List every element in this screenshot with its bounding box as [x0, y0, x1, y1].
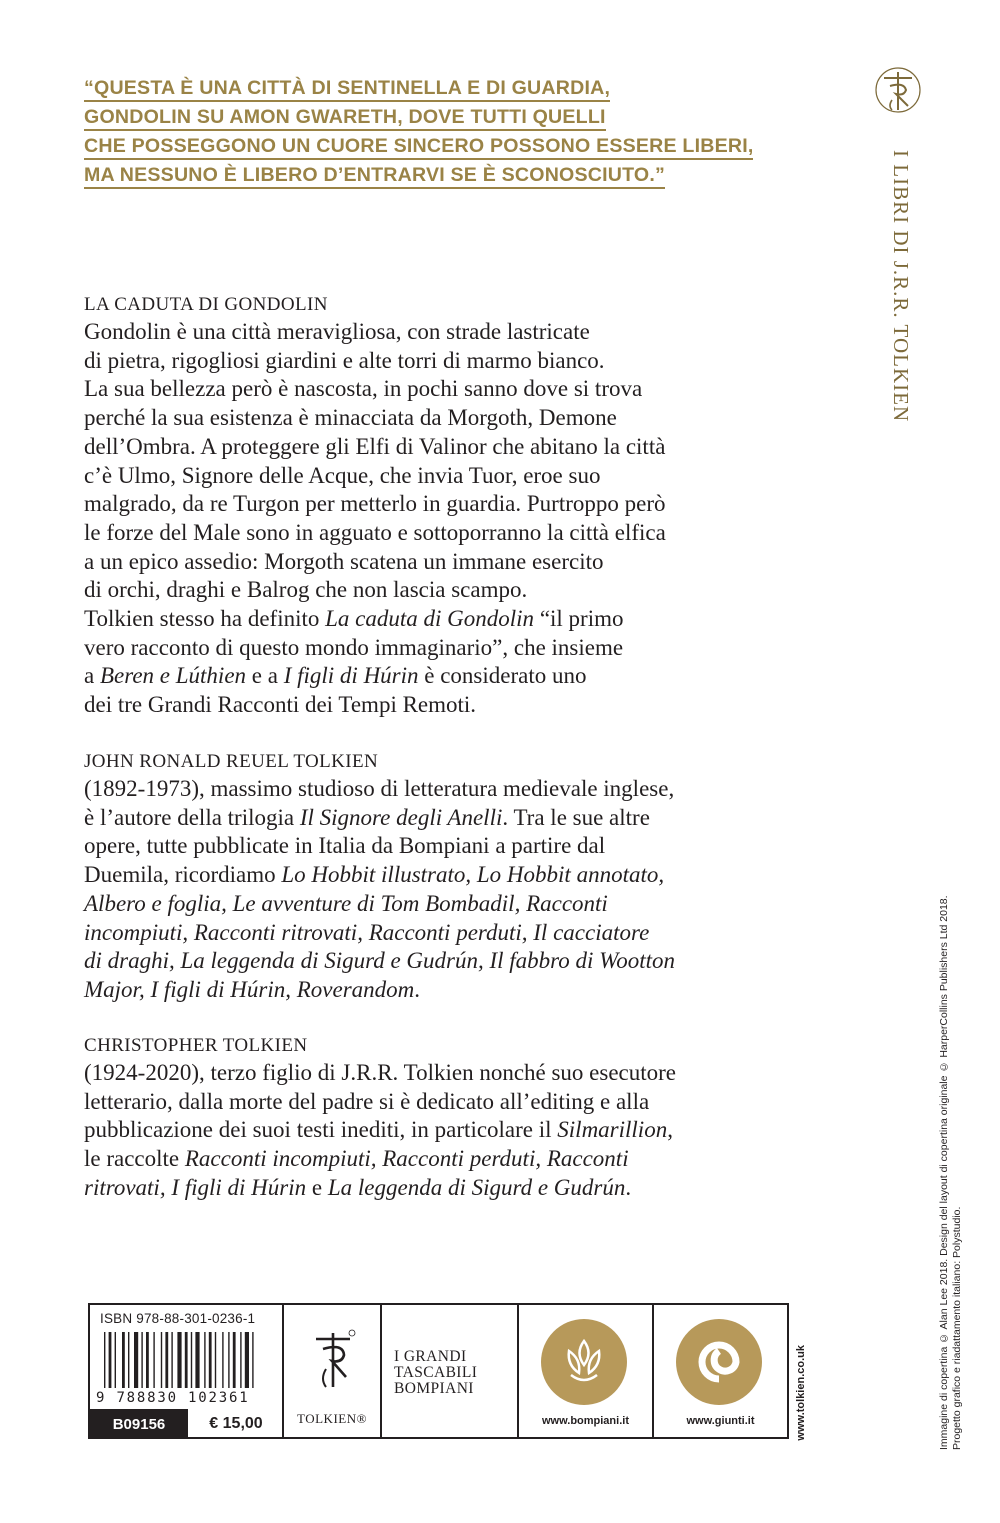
barcode-bar: [122, 1332, 125, 1388]
quote-line: “QUESTA È UNA CITTÀ DI SENTINELLA E DI GUARDIA,: [84, 74, 824, 103]
text-line: (1892-1973), massimo studioso di letteratura medievale inglese,: [84, 776, 675, 801]
credits-line: Immagine di copertina © Alan Lee 2018. Design del layout di copertina originale © HarperCollins Publishers Ltd 2018.: [938, 895, 950, 1450]
jrr-tolkien-monogram-icon: [306, 1325, 360, 1399]
text-line: c’è Ulmo, Signore delle Acque, che invia Tuor, eroe suo: [84, 462, 601, 488]
barcode-graphic: [102, 1332, 274, 1388]
barcode-bar: [228, 1332, 229, 1388]
text-line: le forze del Male sono in agguato e sottoporranno la città elfica: [84, 519, 666, 545]
text-line: dei tre Grandi Racconti dei Tempi Remoti.: [84, 692, 477, 718]
series-logo-line: TASCABILI: [394, 1364, 478, 1381]
editor-bio: [84, 1033, 854, 1203]
editor-heading: CHRISTOPHER TOLKIEN: [84, 1035, 308, 1056]
ean-digits: 9 788830 102361: [96, 1390, 250, 1406]
barcode-bar: [233, 1332, 236, 1388]
tolkien-logo-cell: [284, 1303, 382, 1439]
giunti-spiral-icon: [676, 1319, 762, 1405]
series-logo: [394, 1349, 506, 1397]
barcode-bar: [153, 1332, 154, 1388]
text-line: Tolkien stesso ha definito La caduta di Gondolin “il primo: [84, 606, 624, 632]
cover-quote: [84, 74, 824, 190]
barcode-bar: [209, 1332, 212, 1388]
barcode-bar: [252, 1332, 253, 1388]
cover-credits: [938, 850, 964, 1450]
series-logo-line: I GRANDI: [394, 1348, 467, 1365]
barcode-bar: [240, 1332, 241, 1388]
author-heading: JOHN RONALD REUEL TOLKIEN: [84, 751, 379, 772]
series-logo-cell: [382, 1303, 519, 1439]
quote-line: MA NESSUNO È LIBERO D’ENTRARVI SE È SCONOSCIUTO.”: [84, 161, 824, 190]
text-line: Major, I figli di Húrin, Roverandom.: [84, 976, 421, 1002]
text-line: di orchi, draghi e Balrog che non lascia scampo.: [84, 577, 528, 603]
text-line: a un epico assedio: Morgoth scatena un immane esercito: [84, 548, 604, 574]
product-code: B09156: [90, 1409, 188, 1439]
barcode-bar: [134, 1332, 138, 1388]
barcode-bar: [165, 1332, 168, 1388]
publisher-strip: [84, 1303, 784, 1441]
text-line: è l’autore della trilogia Il Signore degli Anelli. Tra le sue altre: [84, 804, 650, 830]
barcode-bar: [109, 1332, 112, 1388]
author-bio: [84, 749, 854, 1005]
text-line: ritrovati, I figli di Húrin e La leggenda di Sigurd e Gudrún.: [84, 1174, 632, 1200]
barcode-bar: [141, 1332, 142, 1388]
text-line: le raccolte Racconti incompiuti, Racconti perduti, Racconti: [84, 1146, 629, 1172]
editor-text: [84, 1059, 854, 1203]
barcode-bar: [204, 1332, 205, 1388]
barcode-bar: [171, 1332, 172, 1388]
text-line: incompiuti, Racconti ritrovati, Racconti perduti, Il cacciatore: [84, 919, 650, 945]
text-line: Albero e foglia, Le avventure di Tom Bombadil, Racconti: [84, 890, 608, 916]
barcode-bar: [195, 1332, 199, 1388]
series-logo-line: BOMPIANI: [394, 1380, 474, 1397]
barcode-bar: [222, 1332, 223, 1388]
text-line: (1924-2020), terzo figlio di J.R.R. Tolkien nonché suo esecutore: [84, 1060, 677, 1085]
text-line: pubblicazione dei suoi testi inediti, in particolare il Silmarillion,: [84, 1117, 673, 1143]
bompiani-logo-cell: [519, 1303, 654, 1439]
author-text: [84, 775, 854, 1005]
barcode-bar: [128, 1332, 129, 1388]
barcode-bar: [215, 1332, 216, 1388]
barcode-bar: [115, 1332, 116, 1388]
barcode-bar: [245, 1332, 249, 1388]
text-line: opere, tutte pubblicate in Italia da Bompiani a partire dal: [84, 833, 606, 859]
tolkien-website: www.tolkien.co.uk: [795, 1345, 807, 1441]
barcode-bar: [104, 1332, 105, 1388]
price-label: € 15,00: [209, 1415, 263, 1432]
book-title-heading: LA CADUTA DI GONDOLIN: [84, 294, 328, 315]
text-line: malgrado, da re Turgon per metterlo in guardia. Purtroppo però: [84, 491, 666, 517]
text-line: dell’Ombra. A proteggere gli Elfi di Valinor che abitano la città: [84, 433, 666, 459]
barcode-bar: [191, 1332, 192, 1388]
text-line: vero racconto di questo mondo immaginario”, che insieme: [84, 634, 624, 660]
series-title: I LIBRI DI J.R.R. TOLKIEN: [889, 150, 913, 423]
text-line: Duemila, ricordiamo Lo Hobbit illustrato, Lo Hobbit annotato,: [84, 862, 665, 888]
barcode-panel: [88, 1303, 284, 1439]
text-line: perché la sua esistenza è minacciata da Morgoth, Demone: [84, 405, 617, 431]
quote-line: GONDOLIN SU AMON GWARETH, DOVE TUTTI QUELLI: [84, 103, 824, 132]
text-line: letterario, dalla morte del padre si è dedicato all’editing e alla: [84, 1088, 650, 1114]
book-synopsis: [84, 318, 854, 720]
text-line: La sua bellezza però è nascosta, in pochi sanno dove si trova: [84, 376, 643, 402]
giunti-url: www.giunti.it: [686, 1415, 755, 1427]
credits-line: Progetto grafico e riadattamento italiano: Polystudio.: [951, 1206, 963, 1450]
book-description: [84, 292, 854, 720]
text-line: Gondolin è una città meravigliosa, con strade lastricate: [84, 319, 590, 344]
barcode-bar: [177, 1332, 181, 1388]
jrr-tolkien-monogram-icon: [870, 60, 926, 124]
bompiani-flower-icon: [541, 1319, 627, 1405]
text-line: di draghi, La leggenda di Sigurd e Gudrún, Il fabbro di Wootton: [84, 948, 675, 974]
giunti-logo-cell: [654, 1303, 789, 1439]
text-line: di pietra, rigogliosi giardini e alte torri di marmo bianco.: [84, 347, 605, 373]
tolkien-wordmark: TOLKIEN®: [297, 1411, 367, 1426]
quote-line: CHE POSSEGGONO UN CUORE SINCERO POSSONO ESSERE LIBERI,: [84, 132, 824, 161]
isbn-number: ISBN 978-88-301-0236-1: [100, 1311, 256, 1326]
barcode-bar: [146, 1332, 149, 1388]
text-line: a Beren e Lúthien e a I figli di Húrin è considerato uno: [84, 663, 587, 689]
bompiani-url: www.bompiani.it: [542, 1415, 629, 1427]
barcode-bar: [161, 1332, 162, 1388]
barcode-bar: [185, 1332, 188, 1388]
